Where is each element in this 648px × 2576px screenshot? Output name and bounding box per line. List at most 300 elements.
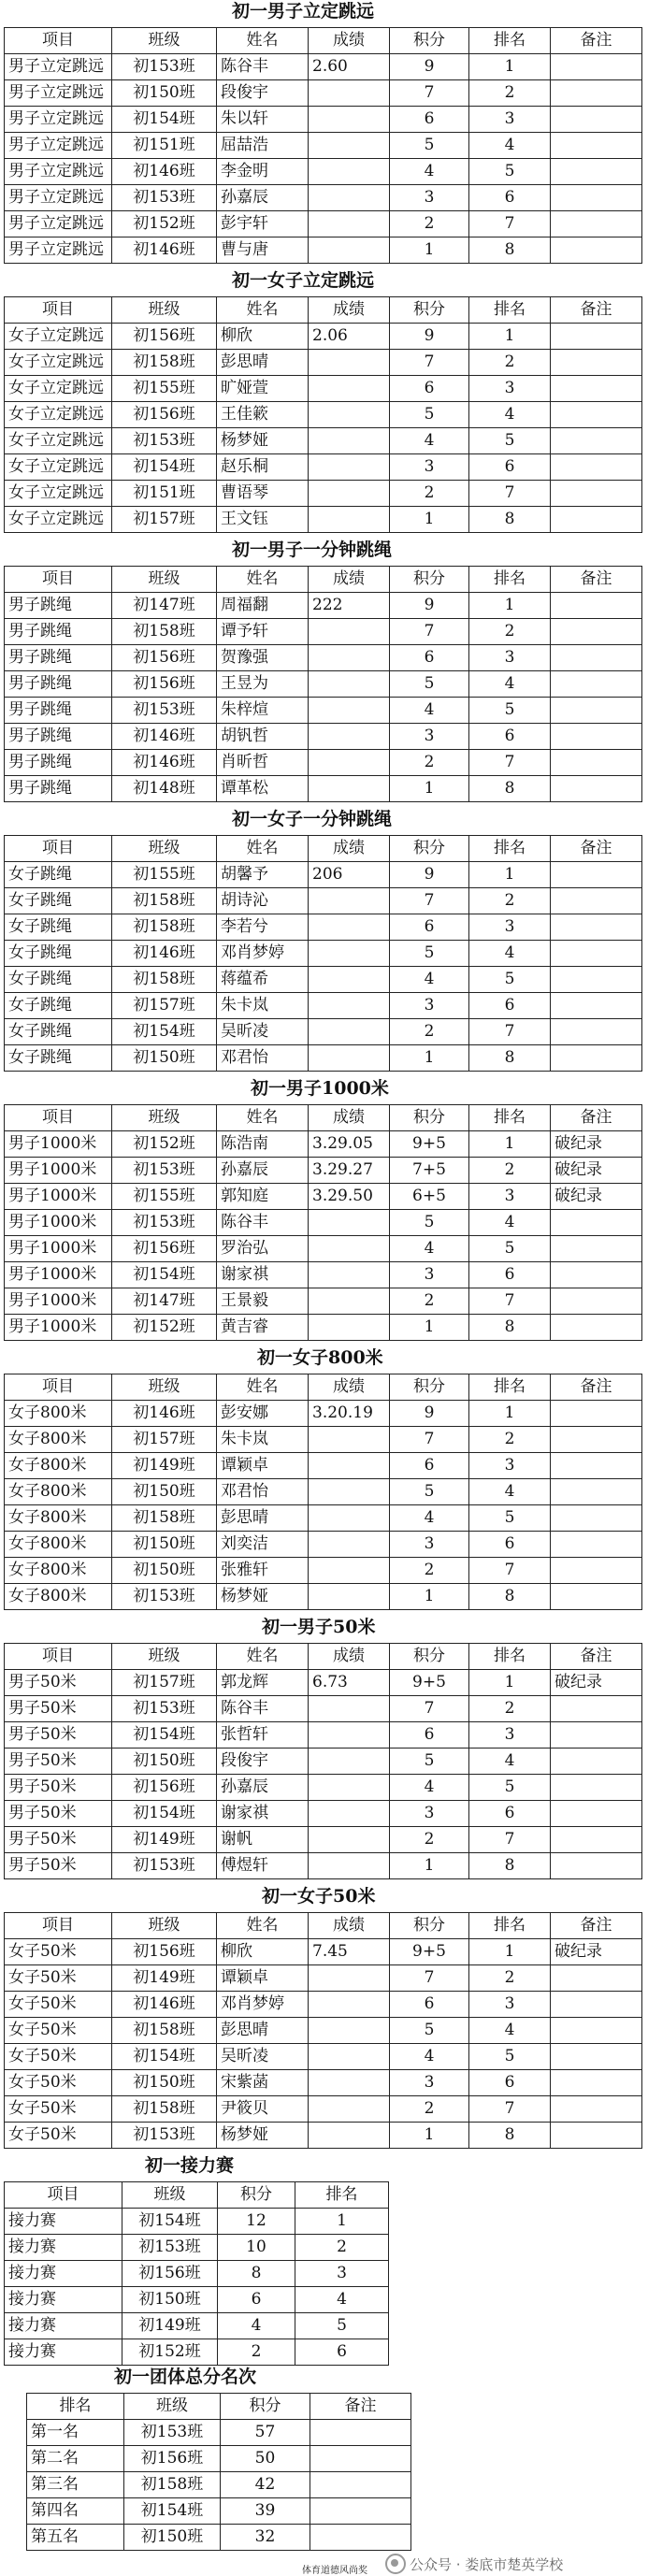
table-cell: 5 [390, 133, 469, 159]
column-header: 备注 [551, 836, 642, 862]
column-header: 项目 [5, 836, 112, 862]
table-cell: 初146班 [112, 724, 217, 750]
table-cell: 3 [469, 1992, 551, 2018]
column-header: 成绩 [309, 836, 390, 862]
table-row [27, 2472, 411, 2498]
table-cell: 初146班 [112, 1992, 217, 2018]
table-cell: 6 [469, 724, 551, 750]
table-cell: 男子跳绳 [5, 776, 112, 802]
table-cell: 王佳簌 [217, 402, 309, 428]
table-cell: 女子跳绳 [5, 993, 112, 1019]
table-row [5, 1801, 642, 1827]
table-cell: 3 [390, 1532, 469, 1558]
column-header: 姓名 [217, 28, 309, 54]
table-cell: 5 [390, 1479, 469, 1505]
table-row [5, 2261, 389, 2287]
table-cell: 3 [469, 1453, 551, 1479]
table-cell: 男子50米 [5, 1722, 112, 1749]
table-cell: 初153班 [112, 1158, 217, 1184]
table-cell: 男子跳绳 [5, 619, 112, 645]
table-cell [551, 1532, 642, 1558]
table-cell: 女子800米 [5, 1427, 112, 1453]
table-cell [551, 1315, 642, 1341]
table-row [5, 428, 642, 454]
table-row [5, 1427, 642, 1453]
table-cell: 贺豫强 [217, 645, 309, 671]
table-cell: 初153班 [112, 1853, 217, 1879]
table-cell: 4 [390, 428, 469, 454]
table-cell: 吴昕凌 [217, 1019, 309, 1045]
table-cell: 初154班 [122, 2209, 218, 2235]
table-cell: 接力赛 [5, 2339, 122, 2366]
table-row [5, 993, 642, 1019]
table-cell: 接力赛 [5, 2261, 122, 2287]
table-cell: 张哲轩 [217, 1722, 309, 1749]
table-cell: 2 [390, 481, 469, 507]
table-cell: 初158班 [112, 967, 217, 993]
table-row [5, 324, 642, 350]
table-cell: 初157班 [112, 993, 217, 1019]
table-cell: 4 [469, 671, 551, 698]
table-cell: 4 [295, 2287, 389, 2313]
table-cell: 初150班 [112, 1045, 217, 1072]
table-cell: 男子50米 [5, 1670, 112, 1696]
table-cell: 7 [469, 211, 551, 237]
table-cell: 8 [469, 1584, 551, 1610]
table-cell: 2 [469, 350, 551, 376]
table-row [5, 1453, 642, 1479]
table-cell [551, 1584, 642, 1610]
table-cell: 2 [390, 2096, 469, 2123]
table-cell: 初154班 [112, 2044, 217, 2070]
table-cell [551, 750, 642, 776]
column-header: 排名 [469, 1105, 551, 1131]
table-cell [309, 698, 390, 724]
table-cell: 蒋蕴希 [217, 967, 309, 993]
table-cell [551, 993, 642, 1019]
table-cell: 初150班 [112, 80, 217, 107]
table-cell: 吴昕凌 [217, 2044, 309, 2070]
table-header-row [5, 28, 642, 54]
column-header: 成绩 [309, 1913, 390, 1939]
table-cell: 6 [390, 376, 469, 402]
table-cell [551, 862, 642, 888]
table-cell: 7 [469, 1827, 551, 1853]
table-cell: 3 [295, 2261, 389, 2287]
table-row [5, 1045, 642, 1072]
column-header: 成绩 [309, 1644, 390, 1670]
table-cell: 女子50米 [5, 2044, 112, 2070]
table-cell: 女子跳绳 [5, 888, 112, 914]
column-header: 积分 [390, 1374, 469, 1401]
table-cell: 第三名 [27, 2472, 124, 2498]
table-cell: 女子立定跳远 [5, 507, 112, 533]
table-cell: 男子立定跳远 [5, 211, 112, 237]
table-row [5, 2209, 389, 2235]
table-cell [551, 1019, 642, 1045]
table-cell: 刘奕洁 [217, 1532, 309, 1558]
table-cell: 初153班 [112, 2123, 217, 2149]
table-cell: 222 [309, 593, 390, 619]
table-row [5, 2044, 642, 2070]
table-row [5, 2235, 389, 2261]
table-cell [309, 1210, 390, 1236]
table-cell: 初155班 [112, 862, 217, 888]
column-header: 排名 [469, 1913, 551, 1939]
column-header: 备注 [551, 1913, 642, 1939]
table-cell: 初146班 [112, 159, 217, 185]
table-cell: 初150班 [112, 1749, 217, 1775]
table-cell: 39 [221, 2498, 310, 2525]
table-cell: 女子800米 [5, 1453, 112, 1479]
table-row [5, 941, 642, 967]
table-row [5, 1262, 642, 1288]
table-cell: 谢帆 [217, 1827, 309, 1853]
table-cell: 初151班 [112, 133, 217, 159]
table-cell [309, 185, 390, 211]
table-row [5, 376, 642, 402]
table-cell: 女子跳绳 [5, 914, 112, 941]
table-row [5, 2313, 389, 2339]
column-header: 备注 [310, 2394, 411, 2420]
table-header-row [5, 836, 642, 862]
table-cell [309, 454, 390, 481]
table-cell: 1 [390, 1584, 469, 1610]
column-header: 成绩 [309, 1374, 390, 1401]
table-cell: 初158班 [112, 2018, 217, 2044]
table-cell [309, 1801, 390, 1827]
table-cell: 邓肖梦婷 [217, 1992, 309, 2018]
table-cell [309, 481, 390, 507]
table-cell: 初153班 [122, 2235, 218, 2261]
table-cell: 6 [469, 1532, 551, 1558]
table-cell: 8 [469, 237, 551, 264]
results-table [26, 2393, 411, 2551]
table-row [5, 914, 642, 941]
table-row [5, 750, 642, 776]
table-cell: 初152班 [112, 211, 217, 237]
table-cell: 初154班 [112, 1801, 217, 1827]
table-cell [551, 237, 642, 264]
table-row [5, 1853, 642, 1879]
table-cell: 7 [390, 1965, 469, 1992]
column-header: 班级 [112, 1105, 217, 1131]
table-cell: 2 [469, 888, 551, 914]
table-cell: 7 [390, 350, 469, 376]
column-header: 排名 [469, 567, 551, 593]
column-header: 备注 [551, 1105, 642, 1131]
table-cell: 女子800米 [5, 1505, 112, 1532]
section-title: 初一女子50米 [262, 1886, 376, 1907]
table-cell: 女子800米 [5, 1584, 112, 1610]
table-cell: 2 [469, 1427, 551, 1453]
watermark-text: 公众号 · 娄底市楚英学校 [410, 2555, 564, 2573]
section-title: 初一男子1000米 [251, 1078, 389, 1099]
table-cell [309, 237, 390, 264]
column-header: 积分 [390, 836, 469, 862]
table-cell [551, 1045, 642, 1072]
table-cell [551, 1827, 642, 1853]
table-cell: 初154班 [112, 454, 217, 481]
table-cell: 6 [469, 1262, 551, 1288]
table-cell: 初153班 [112, 1584, 217, 1610]
table-cell: 接力赛 [5, 2235, 122, 2261]
table-cell: 初158班 [124, 2472, 221, 2498]
column-header: 项目 [5, 2182, 122, 2209]
table-cell: 周福翻 [217, 593, 309, 619]
table-row [5, 1479, 642, 1505]
table-cell: 彭宇轩 [217, 211, 309, 237]
table-cell: 柳欣 [217, 324, 309, 350]
table-cell [309, 1262, 390, 1288]
table-cell [551, 888, 642, 914]
table-cell: 初153班 [112, 698, 217, 724]
table-row [27, 2525, 411, 2551]
table-cell [551, 481, 642, 507]
table-cell: 杨梦娅 [217, 428, 309, 454]
column-header: 项目 [5, 1374, 112, 1401]
table-cell: 57 [221, 2420, 310, 2446]
table-cell: 8 [469, 1853, 551, 1879]
table-row [5, 237, 642, 264]
table-cell [309, 1992, 390, 2018]
table-cell: 女子50米 [5, 1939, 112, 1965]
table-cell: 50 [221, 2446, 310, 2472]
table-cell: 女子800米 [5, 1558, 112, 1584]
table-cell: 男子50米 [5, 1827, 112, 1853]
table-cell: 12 [218, 2209, 295, 2235]
table-cell: 初149班 [112, 1453, 217, 1479]
table-cell: 屈喆浩 [217, 133, 309, 159]
table-cell [551, 107, 642, 133]
table-cell: 初154班 [112, 1262, 217, 1288]
table-row [5, 1939, 642, 1965]
table-row [5, 1131, 642, 1158]
table-cell: 7 [390, 1696, 469, 1722]
table-cell: 5 [390, 1210, 469, 1236]
table-cell [551, 1401, 642, 1427]
table-cell: 朱卡岚 [217, 1427, 309, 1453]
table-cell: 3 [390, 2070, 469, 2096]
table-cell [551, 1427, 642, 1453]
table-cell: 破纪录 [551, 1184, 642, 1210]
table-cell: 6 [390, 1992, 469, 2018]
table-cell: 4 [390, 1775, 469, 1801]
table-cell [551, 619, 642, 645]
table-cell: 6 [295, 2339, 389, 2366]
column-header: 姓名 [217, 1644, 309, 1670]
table-cell: 男子50米 [5, 1749, 112, 1775]
table-cell [551, 1210, 642, 1236]
table-cell: 206 [309, 862, 390, 888]
column-header: 积分 [390, 1105, 469, 1131]
column-header: 成绩 [309, 567, 390, 593]
table-cell: 4 [469, 2018, 551, 2044]
table-cell: 初153班 [112, 54, 217, 80]
table-row [5, 1158, 642, 1184]
table-row [5, 1827, 642, 1853]
table-cell [309, 967, 390, 993]
table-cell: 初157班 [112, 1427, 217, 1453]
table-cell [551, 80, 642, 107]
table-cell: 李金明 [217, 159, 309, 185]
table-cell: 初156班 [112, 671, 217, 698]
table-cell: 女子立定跳远 [5, 324, 112, 350]
table-cell: 陈谷丰 [217, 1210, 309, 1236]
table-cell: 2.60 [309, 54, 390, 80]
table-cell: 初156班 [112, 1939, 217, 1965]
table-row [5, 888, 642, 914]
table-cell [309, 211, 390, 237]
table-row [5, 1584, 642, 1610]
table-cell: 42 [221, 2472, 310, 2498]
column-header: 班级 [112, 1644, 217, 1670]
table-row [5, 1019, 642, 1045]
table-cell [309, 671, 390, 698]
table-cell: 9 [390, 54, 469, 80]
table-cell [309, 1584, 390, 1610]
table-cell [551, 402, 642, 428]
table-header-row [5, 1913, 642, 1939]
results-table [4, 1912, 642, 2149]
table-cell: 男子跳绳 [5, 671, 112, 698]
column-header: 积分 [390, 1913, 469, 1939]
table-cell [551, 159, 642, 185]
table-cell: 8 [469, 1045, 551, 1072]
column-header: 积分 [218, 2182, 295, 2209]
table-cell: 4 [390, 2044, 469, 2070]
table-row [5, 1558, 642, 1584]
table-row [5, 507, 642, 533]
table-cell: 3 [469, 1184, 551, 1210]
table-cell [551, 967, 642, 993]
table-cell [309, 1505, 390, 1532]
table-cell [309, 1827, 390, 1853]
table-cell: 初153班 [112, 428, 217, 454]
table-cell [551, 724, 642, 750]
section-title: 初一女子一分钟跳绳 [232, 809, 393, 829]
table-cell: 7 [469, 2096, 551, 2123]
table-row [5, 159, 642, 185]
table-cell: 陈谷丰 [217, 54, 309, 80]
table-cell: 孙嘉辰 [217, 185, 309, 211]
table-cell [309, 1315, 390, 1341]
table-cell: 1 [469, 862, 551, 888]
table-cell: 3 [390, 454, 469, 481]
table-cell [551, 1749, 642, 1775]
results-table [4, 2181, 389, 2366]
table-row [5, 1315, 642, 1341]
table-cell: 5 [390, 941, 469, 967]
table-row [5, 1775, 642, 1801]
table-cell [310, 2446, 411, 2472]
table-cell: 4 [469, 133, 551, 159]
table-row [5, 402, 642, 428]
column-header: 成绩 [309, 297, 390, 324]
table-cell [309, 428, 390, 454]
table-cell: 男子50米 [5, 1801, 112, 1827]
column-header: 排名 [295, 2182, 389, 2209]
table-cell: 初158班 [112, 1505, 217, 1532]
table-cell: 男子1000米 [5, 1210, 112, 1236]
table-cell: 女子50米 [5, 1992, 112, 2018]
table-cell: 3 [469, 376, 551, 402]
table-cell: 胡馨予 [217, 862, 309, 888]
table-cell: 男子1000米 [5, 1315, 112, 1341]
table-row [5, 2287, 389, 2313]
table-cell: 7 [469, 750, 551, 776]
column-header: 备注 [551, 1644, 642, 1670]
table-row [5, 350, 642, 376]
table-cell: 邓君怡 [217, 1479, 309, 1505]
section-title: 初一接力赛 [145, 2155, 235, 2176]
table-cell [551, 185, 642, 211]
results-table [4, 296, 642, 533]
table-row [5, 211, 642, 237]
table-row [5, 698, 642, 724]
column-header: 积分 [390, 567, 469, 593]
table-cell: 郭龙辉 [217, 1670, 309, 1696]
table-cell: 初151班 [112, 481, 217, 507]
table-cell: 朱梓煊 [217, 698, 309, 724]
table-row [5, 54, 642, 80]
table-cell [309, 1965, 390, 1992]
table-cell [309, 1558, 390, 1584]
table-cell: 6 [390, 914, 469, 941]
table-cell: 孙嘉辰 [217, 1775, 309, 1801]
table-cell: 3.29.50 [309, 1184, 390, 1210]
table-header-row [5, 297, 642, 324]
table-cell: 初154班 [112, 107, 217, 133]
table-cell: 4 [390, 967, 469, 993]
table-cell: 4 [469, 1210, 551, 1236]
table-cell: 初156班 [112, 402, 217, 428]
table-cell [309, 507, 390, 533]
table-cell [551, 2044, 642, 2070]
table-cell: 男子50米 [5, 1853, 112, 1879]
table-row [5, 1401, 642, 1427]
table-row [5, 1992, 642, 2018]
watermark [385, 2554, 563, 2574]
table-cell: 5 [469, 967, 551, 993]
table-cell: 初149班 [122, 2313, 218, 2339]
table-cell: 彭思晴 [217, 2018, 309, 2044]
table-cell [309, 1749, 390, 1775]
table-cell [309, 80, 390, 107]
table-cell: 初158班 [112, 619, 217, 645]
table-cell: 6 [390, 107, 469, 133]
table-cell: 6 [390, 645, 469, 671]
table-cell: 4 [390, 698, 469, 724]
table-cell: 8 [469, 776, 551, 802]
table-cell: 胡钒哲 [217, 724, 309, 750]
table-cell: 陈谷丰 [217, 1696, 309, 1722]
table-cell [551, 1479, 642, 1505]
table-cell: 5 [469, 1505, 551, 1532]
table-cell [309, 350, 390, 376]
section-title: 初一女子800米 [257, 1347, 383, 1368]
table-cell: 初150班 [122, 2287, 218, 2313]
table-cell: 1 [390, 1315, 469, 1341]
table-cell: 2 [390, 750, 469, 776]
table-cell [551, 1453, 642, 1479]
table-cell: 32 [221, 2525, 310, 2551]
column-header: 姓名 [217, 1913, 309, 1939]
table-cell: 3 [390, 724, 469, 750]
table-cell: 女子50米 [5, 1965, 112, 1992]
table-cell: 男子1000米 [5, 1236, 112, 1262]
table-cell: 7+5 [390, 1158, 469, 1184]
